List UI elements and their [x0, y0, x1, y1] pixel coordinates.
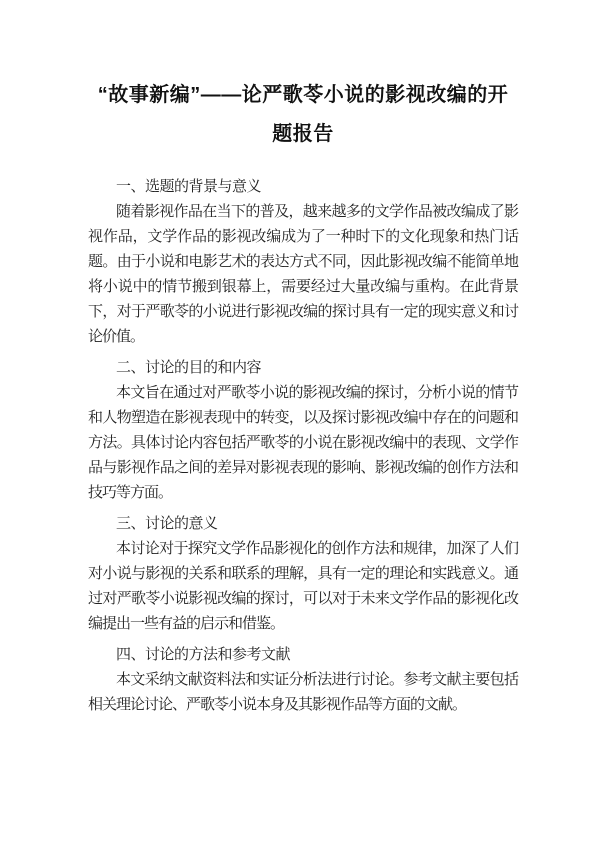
section-paragraph: 本文采纳文献资料法和实证分析法进行讨论。参考文献主要包括相关理论讨论、严歌苓小说本身及其影视作品等方面的文献。: [88, 671, 518, 713]
section-paragraph: 随着影视作品在当下的普及，越来越多的文学作品被改编成了影视作品，文学作品的影视改编成为了一种时下的文化现象和热门话题。由于小说和电影艺术的表达方式不同，因此影视改编不能简单地将小说中的情节搬到银幕上，需要经过大量改编与重构。在此背景下，对于严歌苓的小说进行影视改编的探讨具有一定的现实意义和讨论价值。: [88, 203, 518, 345]
section-paragraph: 本文旨在通过对严歌苓小说的影视改编的探讨，分析小说的情节和人物塑造在影视表现中的转变，以及探讨影视改编中存在的问题和方法。具体讨论内容包括严歌苓的小说在影视改编中的表现、文学作品与影视作品之间的差异对影视表现的影响、影视改编的创作方法和技巧等方面。: [88, 384, 518, 501]
section-heading: 一、选题的背景与意义: [116, 178, 262, 195]
section-heading: 三、讨论的意义: [116, 515, 218, 532]
section-heading: 二、讨论的目的和内容: [116, 359, 262, 376]
section-heading: 四、讨论的方法和参考文献: [116, 646, 291, 663]
section-significance: [88, 511, 518, 636]
section-paragraph: 本讨论对于探究文学作品影视化的创作方法和规律，加深了人们对小说与影视的关系和联系的理解，具有一定的理论和实践意义。通过对严歌苓小说影视改编的探讨，可以对于未来文学作品的影视化改编提出一些有益的启示和借鉴。: [88, 540, 518, 632]
section-purpose-content: [88, 355, 518, 505]
document-title: “故事新编”——论严歌苓小说的影视改编的开题报告: [97, 84, 509, 145]
section-methods-references: [88, 642, 518, 717]
section-background-significance: [88, 174, 518, 349]
